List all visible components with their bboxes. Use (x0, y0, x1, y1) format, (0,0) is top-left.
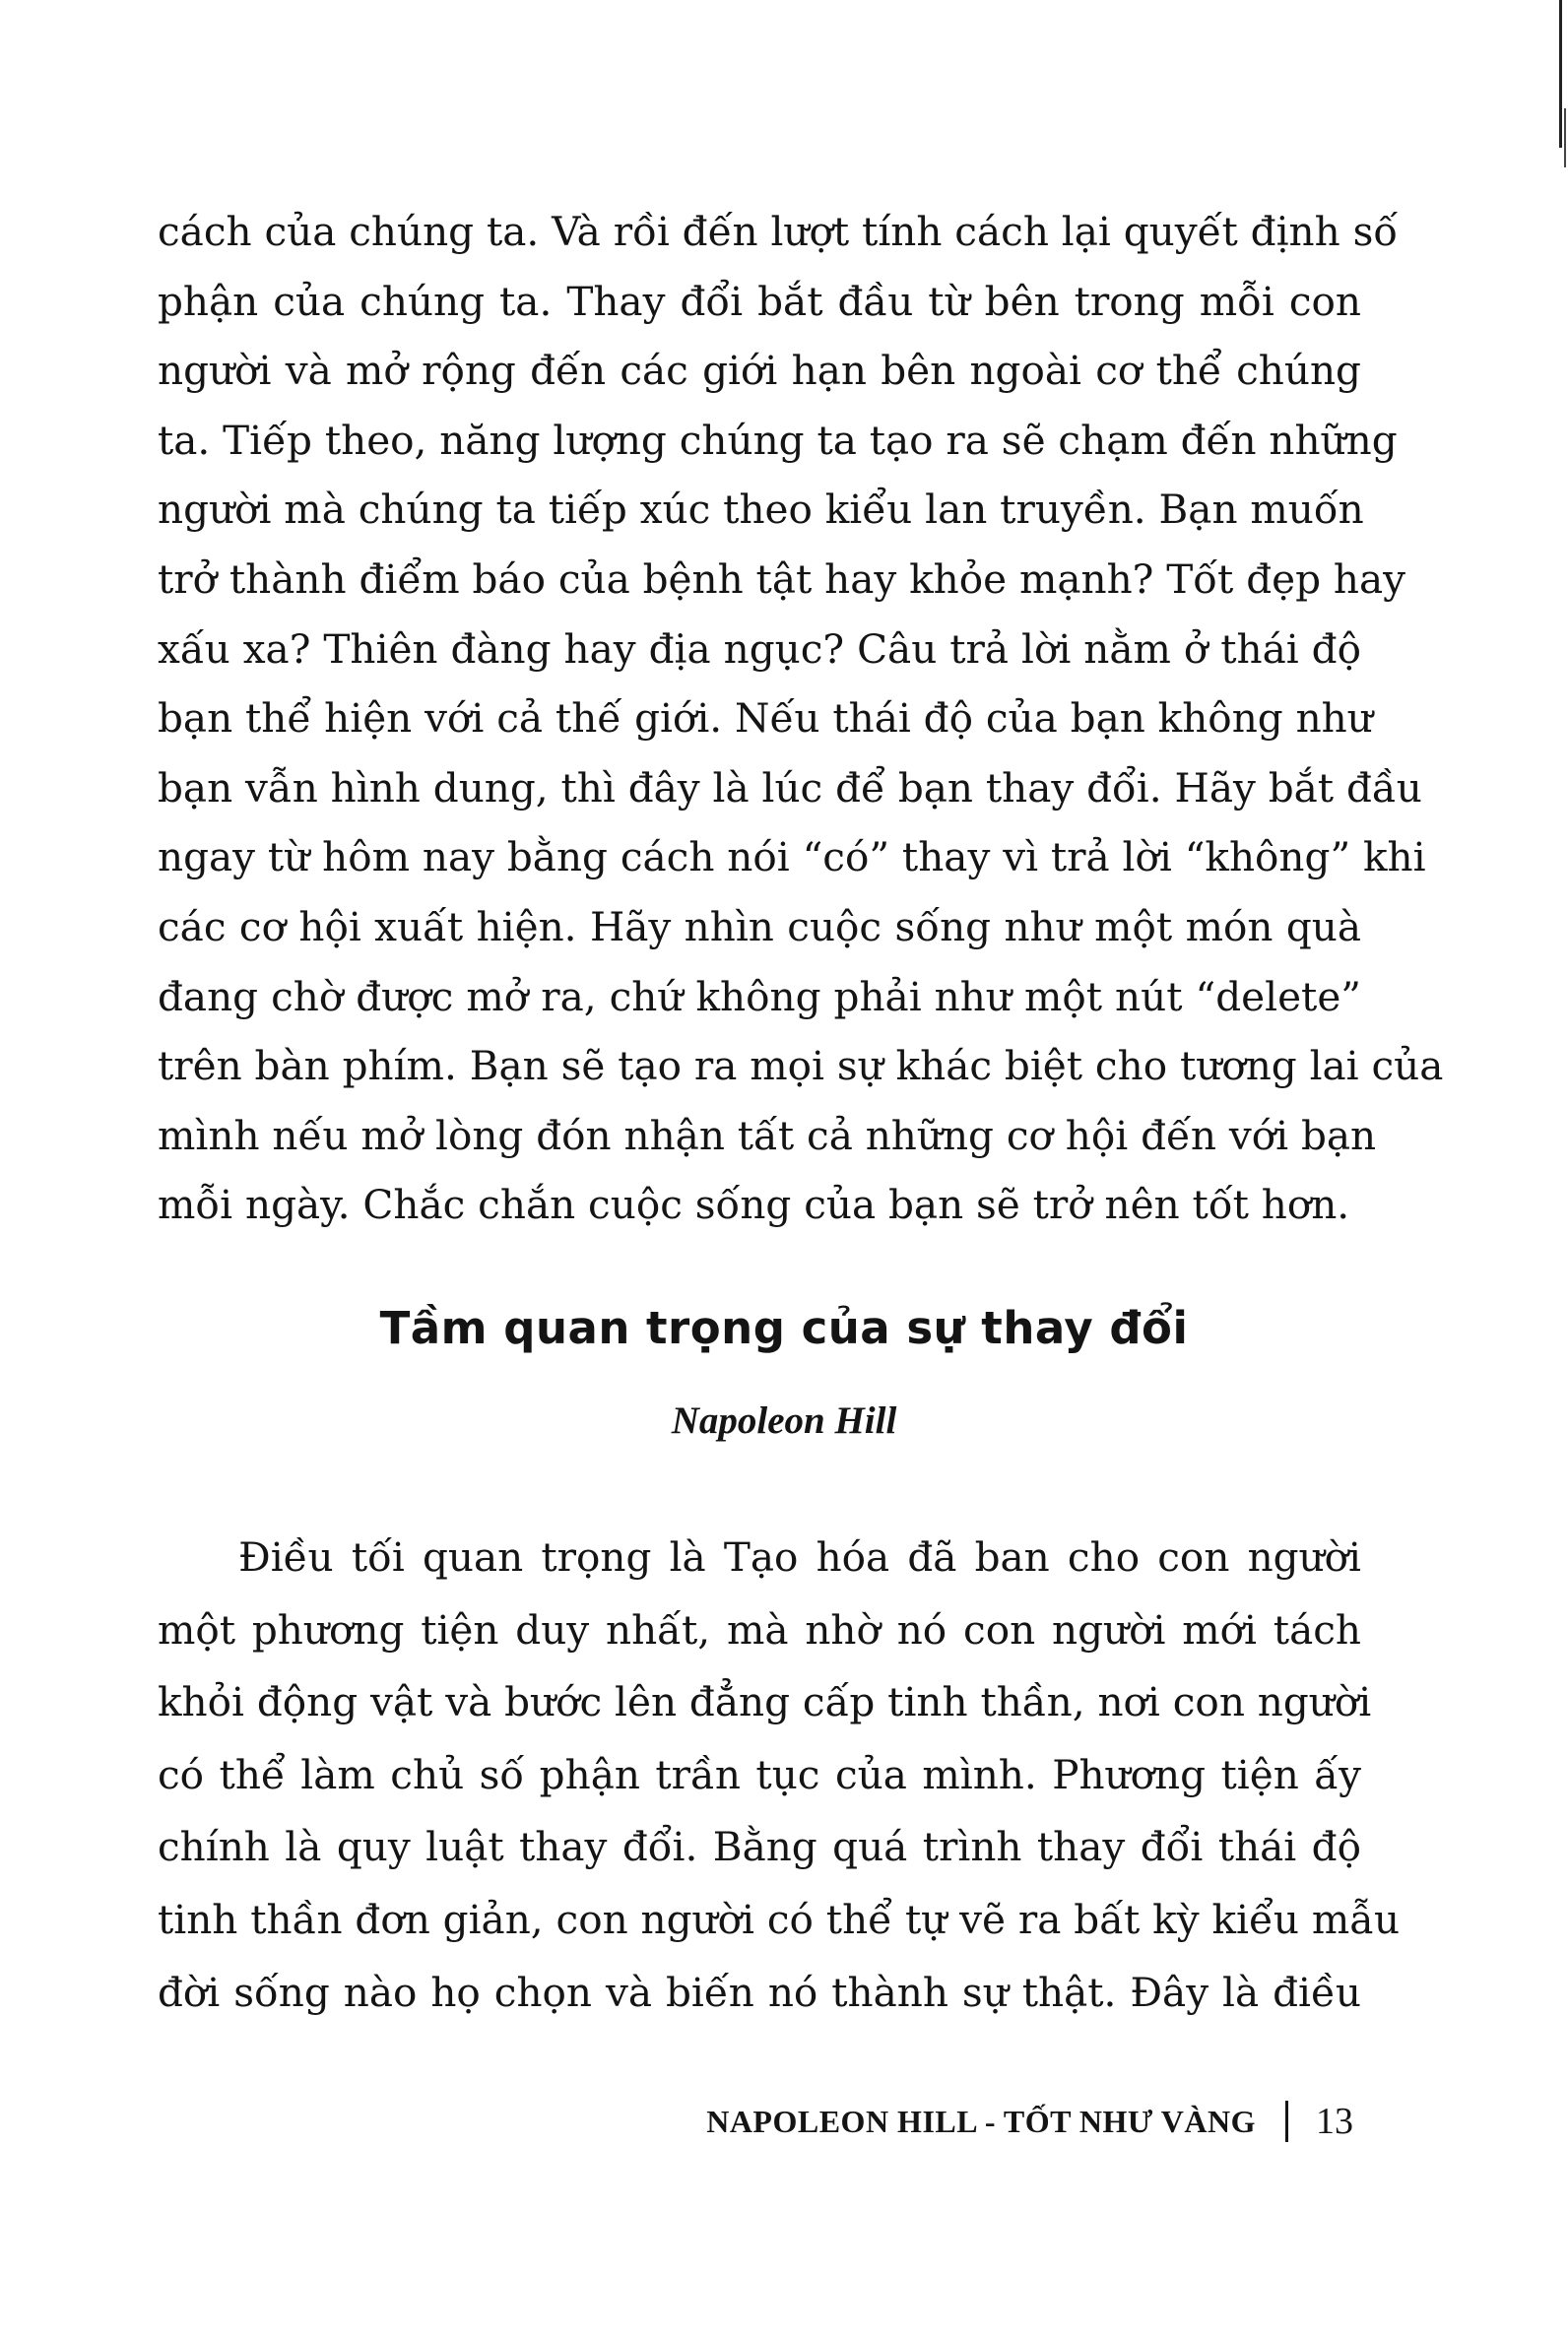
paragraph-line: một phương tiện duy nhất, mà nhờ nó con người mới tách (158, 1605, 1361, 1654)
paragraph-line: cách của chúng ta. Và rồi đến lượt tính cách lại quyết định số (158, 208, 1399, 255)
paragraph-line: ta. Tiếp theo, năng lượng chúng ta tạo ra sẽ chạm đến những (158, 416, 1398, 464)
running-title: NAPOLEON HILL - TỐT NHƯ VÀNG (706, 2103, 1256, 2139)
page-edge-shadow-lower (1564, 108, 1566, 167)
paragraph-line: người và mở rộng đến các giới hạn bên ngoài cơ thể chúng (158, 347, 1361, 395)
paragraph-line: có thể làm chủ số phận trần tục của mình. Phương tiện ấy (158, 1750, 1361, 1798)
section-author: Napoleon Hill (671, 1399, 897, 1442)
paragraph-line: trở thành điểm báo của bệnh tật hay khỏe mạnh? Tốt đẹp hay (158, 554, 1406, 603)
paragraph-line: bạn vẫn hình dung, thì đây là lúc để bạn thay đổi. Hãy bắt đầu (158, 763, 1422, 812)
paragraph-line: mỗi ngày. Chắc chắn cuộc sống của bạn sẽ trở nên tốt hơn. (158, 1181, 1350, 1229)
paragraph-line: đời sống nào họ chọn và biến nó thành sự thật. Đây là điều (158, 1968, 1361, 2016)
paragraph-line: xấu xa? Thiên đàng hay địa ngục? Câu trả lời nằm ở thái độ (158, 624, 1361, 673)
body-paragraph-2 (158, 1522, 1401, 2029)
paragraph-line: các cơ hội xuất hiện. Hãy nhìn cuộc sống như một món quà (158, 902, 1361, 950)
page-footer (706, 2100, 1353, 2143)
section-heading: Tầm quan trọng của sự thay đổi (379, 1302, 1189, 1354)
paragraph-line: bạn thể hiện với cả thế giới. Nếu thái độ của bạn không như (158, 694, 1373, 743)
page-number: 13 (1316, 2101, 1353, 2142)
paragraph-line: người mà chúng ta tiếp xúc theo kiểu lan truyền. Bạn muốn (158, 486, 1364, 534)
paragraph-line: trên bàn phím. Bạn sẽ tạo ra mọi sự khác biệt cho tương lai của (158, 1042, 1444, 1090)
paragraph-line: ngay từ hôm nay bằng cách nói “có” thay vì trả lời “không” khi (158, 833, 1426, 881)
paragraph-line: đang chờ được mở ra, chứ không phải như một nút “delete” (158, 972, 1361, 1020)
paragraph-line: phận của chúng ta. Thay đổi bắt đầu từ bên trong mỗi con (158, 277, 1361, 325)
paragraph-line: Điều tối quan trọng là Tạo hóa đã ban cho con người (238, 1533, 1361, 1581)
paragraph-line: chính là quy luật thay đổi. Bằng quá trình thay đổi thái độ (158, 1823, 1361, 1871)
footer-separator (1285, 2101, 1288, 2142)
paragraph-line: tinh thần đơn giản, con người có thể tự vẽ ra bất kỳ kiểu mẫu (158, 1895, 1401, 1943)
paragraph-line: mình nếu mở lòng đón nhận tất cả những cơ hội đến với bạn (158, 1111, 1377, 1159)
paragraph-line: khỏi động vật và bước lên đẳng cấp tinh thần, nơi con người (158, 1678, 1372, 1726)
page-edge-shadow (1559, 0, 1562, 148)
body-paragraph-1 (158, 197, 1444, 1240)
